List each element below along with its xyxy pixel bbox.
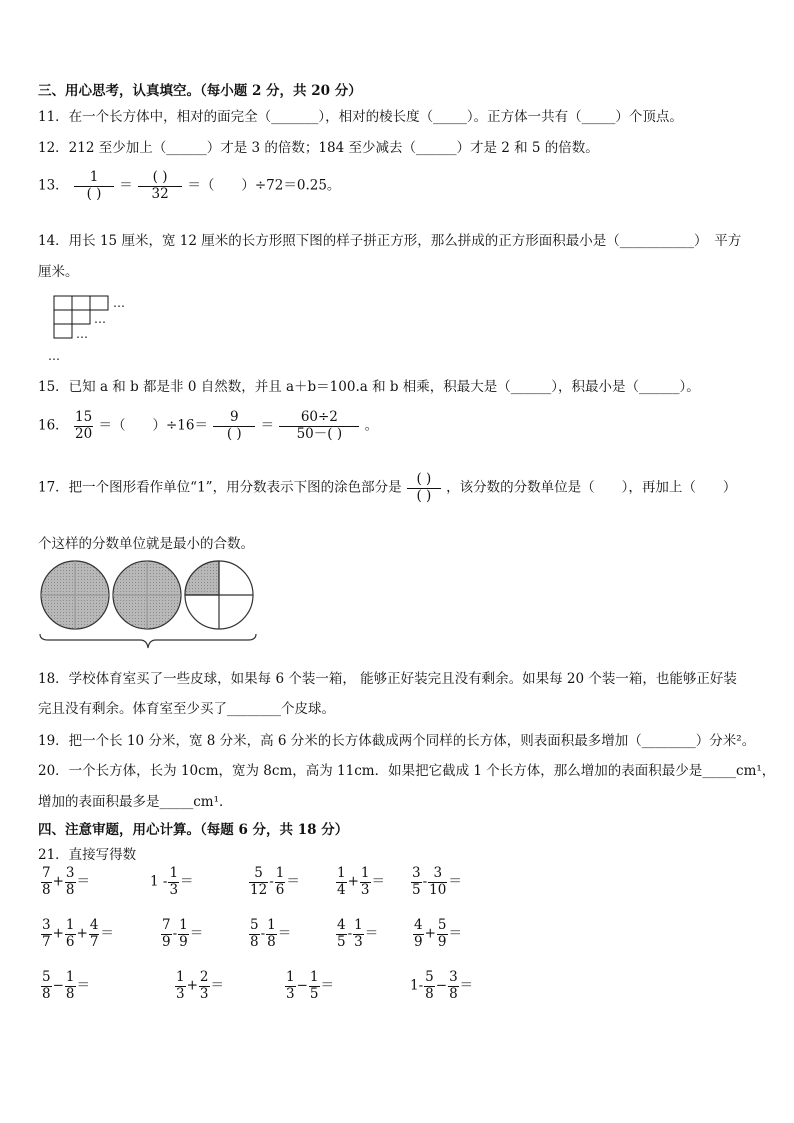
denominator: 9	[162, 933, 171, 950]
calc-expression	[248, 866, 300, 898]
fraction	[89, 918, 100, 950]
numerator: 1	[309, 969, 319, 985]
q17-denominator: ( )	[416, 487, 432, 504]
numerator: 2	[199, 969, 209, 985]
calc-operator: -	[347, 925, 353, 942]
q13-number: 13．	[38, 177, 69, 194]
calc-operator: -	[260, 925, 266, 942]
calc-expression	[410, 970, 473, 1002]
q16-end: 。	[364, 417, 379, 434]
calc-prefix: 1-	[410, 977, 424, 994]
calc-equals: ＝	[448, 925, 462, 942]
calc-equals: ＝	[100, 925, 114, 942]
fraction	[65, 866, 76, 898]
calc-equals: ＝	[76, 977, 90, 994]
denominator: 9	[179, 933, 188, 950]
fraction	[41, 866, 52, 898]
calc-expression	[174, 970, 224, 1002]
numerator: 3	[65, 865, 75, 881]
fraction	[309, 970, 320, 1002]
question-13	[38, 170, 340, 202]
calc-equals: ＝	[320, 977, 334, 994]
numerator: 1	[337, 865, 346, 881]
fraction	[168, 866, 179, 898]
denominator: 4	[337, 881, 346, 898]
numerator: 1	[65, 969, 75, 985]
denominator: 9	[414, 933, 423, 950]
q13-fraction-1	[74, 170, 114, 202]
question-18-line2: 完且没有剩余。体育室至少买了________个皮球。	[38, 701, 335, 717]
fraction	[428, 866, 447, 898]
fraction	[275, 866, 286, 898]
denominator: 8	[42, 881, 51, 898]
denominator: 7	[89, 933, 99, 950]
fraction	[360, 866, 371, 898]
denominator: 3	[169, 881, 179, 898]
denominator: 3	[176, 985, 185, 1002]
calc-operator: −	[435, 977, 448, 994]
fraction	[413, 918, 424, 950]
fraction	[336, 918, 347, 950]
numerator: 4	[89, 917, 99, 933]
calc-expression	[40, 866, 90, 898]
denominator: 7	[42, 933, 51, 950]
calc-equals: ＝	[189, 925, 204, 942]
calc-operator: +	[186, 977, 198, 994]
numerator: 5	[249, 866, 268, 883]
calc-equals: ＝	[364, 925, 379, 942]
calc-equals: ＝	[277, 925, 292, 942]
calc-expression	[40, 970, 90, 1002]
section-4-title: 四、注意审题，用心计算。（每题 6 分，共 18 分）	[38, 822, 349, 838]
numerator: 3	[428, 866, 447, 883]
calc-expression	[410, 866, 462, 898]
calc-operator: −	[52, 977, 64, 994]
calc-operator: +	[424, 925, 436, 942]
calc-operator: +	[52, 925, 64, 942]
denominator: 8	[267, 933, 276, 950]
shaded-circles-figure	[36, 558, 266, 654]
q16-f1-denominator: 20	[74, 425, 93, 442]
numerator: 5	[250, 917, 259, 933]
fraction	[175, 970, 186, 1002]
numerator: 5	[425, 969, 434, 985]
fraction	[249, 918, 260, 950]
question-14-line1: 14．用长 15 厘米，宽 12 厘米的长方形照下图的样子拼正方形，那么拼成的正方形面积最小是（___________） 平方	[38, 233, 742, 249]
q17-prefix: 17．把一个图形看作单位“1”，用分数表示下图的涂色部分是	[38, 479, 402, 496]
calc-operator: −	[296, 977, 308, 994]
denominator: 5	[337, 933, 346, 950]
question-14-line2: 厘米。	[38, 264, 79, 280]
numerator: 5	[437, 917, 447, 933]
fraction	[411, 866, 422, 898]
denominator: 5	[309, 985, 319, 1002]
calc-equals: ＝	[459, 977, 474, 994]
numerator: 3	[42, 917, 51, 933]
denominator: 6	[275, 881, 285, 898]
calc-equals: ＝	[371, 873, 385, 890]
q16-middle: ＝（ ）÷16＝	[98, 417, 208, 434]
question-18-line1: 18．学校体育室买了一些皮球，如果每 6 个装一箱， 能够正好装完且没有剩余。如果每 20 个装一箱，也能够正好装	[38, 671, 737, 687]
numerator: 4	[337, 917, 346, 933]
calc-prefix: 1 -	[150, 873, 168, 890]
denominator: 3	[286, 985, 295, 1002]
numerator: 1	[176, 969, 185, 985]
q16-f1-numerator: 15	[74, 409, 93, 425]
q13-f2-numerator: ( )	[138, 170, 182, 187]
calc-expression	[40, 918, 114, 950]
question-16: 16． $\frac{15}{20}$ ＝（ ）÷16＝ 9 ( ) ＝ $\frac{60\div 2}{50-( )}$ 。	[38, 409, 379, 442]
question-19: 19．把一个长 10 分米，宽 8 分米，高 6 分米的长方体截成两个同样的长方体，则表面积最多增加（________）分米²。	[38, 733, 756, 749]
numerator: 1	[179, 917, 188, 933]
fraction	[437, 918, 448, 950]
q13-equals: ＝	[119, 177, 133, 194]
calc-equals: ＝	[448, 873, 462, 890]
fraction	[41, 918, 52, 950]
q14-dots-1: …	[113, 296, 125, 310]
numerator: 1	[360, 865, 370, 881]
numerator: 1	[275, 865, 285, 881]
question-11: 11．在一个长方体中，相对的面完全（_______），相对的棱长度（_____）。正方体一共有（_____）个顶点。	[38, 109, 683, 125]
question-21-title: 21．直接写得数	[38, 847, 137, 863]
question-15: 15．已知 a 和 b 都是非 0 自然数，并且 a＋b＝100.a 和 b 相乘，积最大是（______），积最小是（______）。	[38, 379, 700, 395]
q13-fraction-2	[138, 170, 182, 202]
q16-f2-denominator: ( )	[226, 425, 242, 442]
q17-numerator: ( )	[407, 472, 441, 489]
fraction	[65, 918, 76, 950]
calc-operator: -	[269, 873, 274, 890]
q17-suffix: ，该分数的分数单位是（ ），再加上（ ）	[446, 479, 737, 496]
fraction	[41, 970, 52, 1002]
fraction	[266, 918, 277, 950]
numerator: 1	[354, 917, 363, 933]
fraction	[353, 918, 364, 950]
denominator: 8	[42, 985, 51, 1002]
denominator: 8	[65, 881, 75, 898]
q16-fraction-2	[213, 410, 255, 442]
calc-equals: ＝	[286, 873, 300, 890]
q16-fraction-1	[74, 410, 93, 442]
q16-f3-numerator: 60÷2	[279, 410, 359, 427]
question-20-line1: 20．一个长方体，长为 10cm，宽为 8cm，高为 11cm．如果把它截成 1 个长方体，那么增加的表面积最少是_____cm¹，	[38, 763, 776, 779]
numerator: 1	[267, 917, 276, 933]
denominator: 8	[250, 933, 259, 950]
q14-dots-3: …	[76, 327, 88, 341]
numerator: 4	[414, 917, 423, 933]
calc-operator: +	[76, 925, 88, 942]
question-17-line2: 个这样的分数单位就是最小的合数。	[38, 536, 254, 552]
calc-expression	[150, 866, 194, 898]
q13-f2-denominator: 32	[151, 185, 169, 202]
fraction	[65, 970, 76, 1002]
calc-equals: ＝	[180, 873, 194, 890]
denominator: 3	[360, 881, 370, 898]
denominator: 3	[199, 985, 209, 1002]
numerator: 3	[412, 865, 421, 881]
fraction	[424, 970, 435, 1002]
section-3-title: 三、用心思考，认真填空。（每小题 2 分，共 20 分）	[38, 83, 362, 99]
denominator: 9	[437, 933, 447, 950]
q16-f3-denominator: 50－( )	[296, 425, 343, 442]
calc-expression	[335, 918, 378, 950]
calc-operator: +	[347, 873, 359, 890]
q13-f1-numerator: 1	[74, 170, 114, 187]
calc-equals: ＝	[210, 977, 224, 994]
numerator: 7	[162, 917, 171, 933]
denominator: 6	[65, 933, 75, 950]
q17-fraction	[407, 472, 441, 504]
calc-operator: -	[172, 925, 178, 942]
calc-expression	[412, 918, 462, 950]
calc-expression	[160, 918, 203, 950]
calc-expression	[284, 970, 334, 1002]
denominator: 8	[449, 985, 458, 1002]
numerator: 5	[42, 969, 51, 985]
denominator: 10	[429, 881, 447, 898]
q14-dots-4: …	[48, 349, 60, 363]
numerator: 1	[65, 917, 75, 933]
question-20-line2: 增加的表面积最多是_____cm¹．	[38, 794, 233, 810]
question-17-line1	[38, 472, 736, 504]
q16-number: 16．	[38, 417, 69, 434]
denominator: 5	[412, 881, 421, 898]
fraction	[199, 970, 210, 1002]
calc-operator: -	[422, 873, 428, 890]
denominator: 12	[250, 881, 268, 898]
calc-operator: +	[52, 873, 64, 890]
fraction	[249, 866, 268, 898]
numerator: 7	[42, 865, 51, 881]
fraction	[161, 918, 172, 950]
question-12: 12．212 至少加上（______）才是 3 的倍数；184 至少减去（______）才是 2 和 5 的倍数。	[38, 140, 599, 156]
fraction	[178, 918, 189, 950]
q14-dots-2: …	[94, 312, 106, 326]
fraction	[448, 970, 459, 1002]
q16-f2-numerator: 9	[213, 410, 255, 427]
calc-expression	[335, 866, 385, 898]
calc-expression	[248, 918, 291, 950]
denominator: 8	[425, 985, 434, 1002]
calc-equals: ＝	[76, 873, 90, 890]
q13-rest: ＝（ ）÷72＝0.25。	[187, 177, 341, 194]
fraction	[336, 866, 347, 898]
numerator: 1	[286, 969, 295, 985]
q16-fraction-3	[279, 410, 359, 442]
numerator: 1	[169, 865, 179, 881]
denominator: 3	[354, 933, 363, 950]
q13-f1-denominator: ( )	[86, 185, 102, 202]
fraction	[285, 970, 296, 1002]
numerator: 3	[449, 969, 458, 985]
denominator: 8	[65, 985, 75, 1002]
